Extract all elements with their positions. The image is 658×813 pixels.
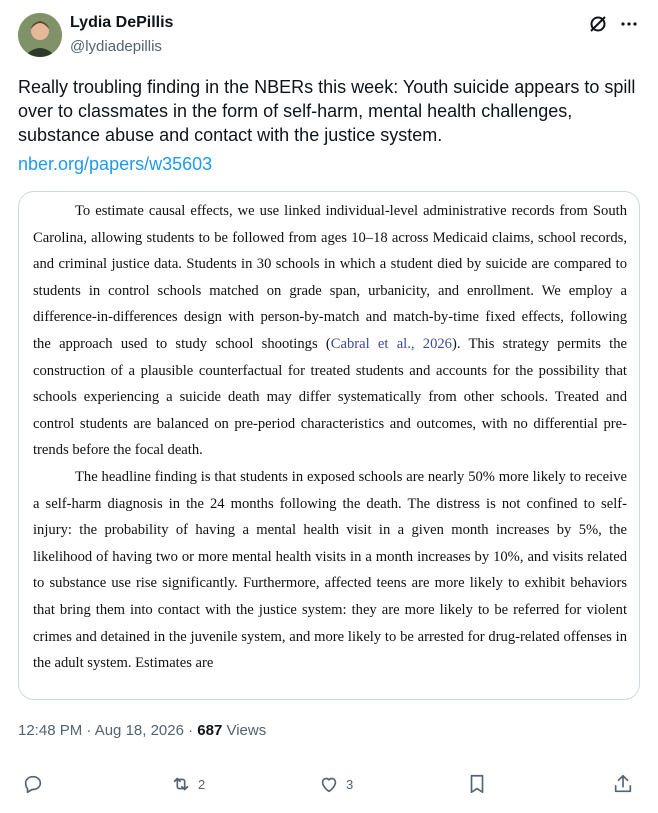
author-name[interactable]: Lydia DePillis (70, 14, 174, 31)
paper-link[interactable]: nber.org/papers/w35603 (18, 154, 213, 174)
bookmark-icon (466, 773, 488, 795)
paper-excerpt-image[interactable] (18, 191, 640, 700)
reply-icon (22, 773, 44, 795)
timestamp[interactable]: 12:48 PM · Aug 18, 2026 · (18, 722, 198, 739)
author-handle[interactable]: @lydiadepillis (70, 38, 162, 55)
views-label: Views (222, 722, 267, 739)
more-options-icon[interactable] (620, 15, 638, 38)
paper-paragraph-2: The headline finding is that students in exposed schools are nearly 50% more likely to receive a self-harm diagnosis in the 24 months following the death. The distress is not confined to self-injury: the probability of having a mental health visit in a given month increases by 5%, the likelihood of having two or more mental health visits in a month increases by 10%, and visits related to substance use rise significantly. Furthermore, affected teens are more likely to exhibit behaviors that bring them into contact with the justice system: they are more likely to be referred for violent crimes and detained in the juvenile system, and more likely to be arrested for drug-related offenses in the adult system. Estimates are (33, 468, 627, 672)
bookmark-button[interactable] (466, 773, 488, 795)
share-button[interactable] (612, 773, 634, 795)
retweet-button[interactable] (170, 773, 205, 795)
citation-link: Cabral et al., 2026 (330, 335, 452, 352)
heart-icon (318, 773, 340, 795)
tweet-meta (18, 722, 266, 739)
retweet-icon (170, 773, 192, 795)
avatar[interactable] (18, 13, 62, 57)
top-actions (588, 14, 638, 39)
tweet-text: Really troubling finding in the NBERs this week: Youth suicide appears to spill over to classmates in the form of self-harm, mental health challenges, substance abuse and contact with the justice system. (18, 77, 636, 145)
paper-paragraph-1: To estimate causal effects, we use linked individual-level administrative records from South Carolina, allowing students to be followed from ages 10–18 across Medicaid claims, school records, and criminal justice data. Students in 30 schools in which a student died by suicide are compared to students in control schools matched on grade span, urbanicity, and enrollment. We employ a difference-in-differences design with person-by-match and match-by-time fixed effects, following the approach used to study school shootings (Cabral et al., 2026). This strategy permits the construction of a plausible counterfactual for treated students and accounts for the possibility that schools experiencing a suicide death may differ systematically from other schools. Treated and control students are balanced on pre-period characteristics and outcomes, with no differential pre-trends before the focal death. (33, 203, 627, 459)
like-button[interactable] (318, 773, 353, 795)
views-count: 687 (197, 722, 223, 739)
share-icon (612, 773, 634, 795)
reply-button[interactable] (22, 773, 44, 795)
retweet-count: 2 (198, 776, 206, 792)
action-bar (18, 773, 638, 803)
grok-icon[interactable] (588, 14, 608, 39)
like-count: 3 (346, 776, 354, 792)
